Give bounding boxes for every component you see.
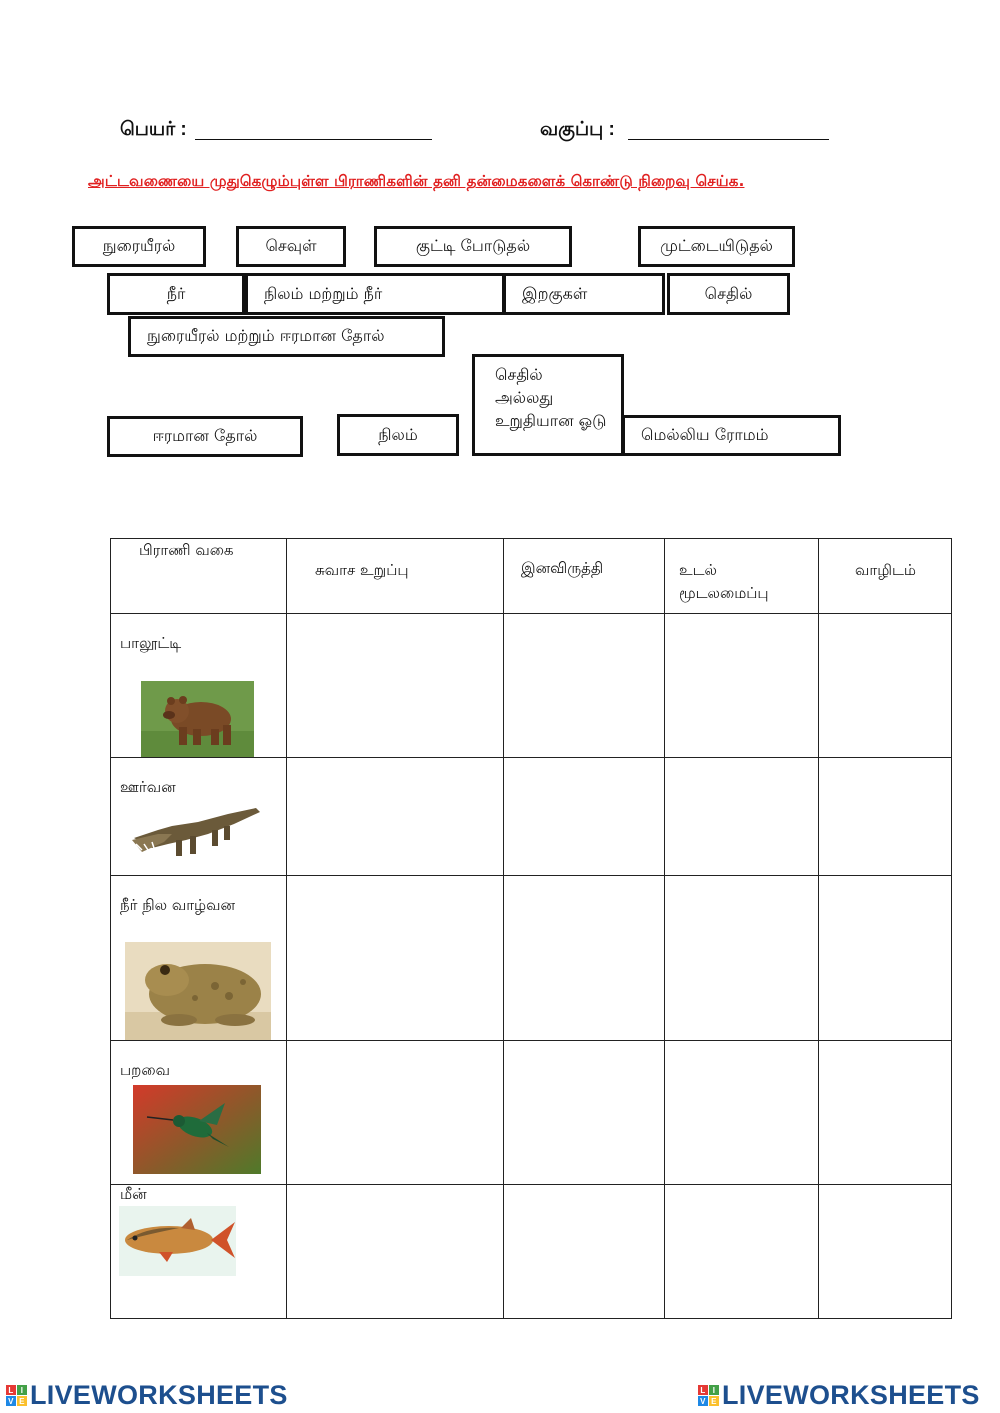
header-habitat: வாழிடம்: [819, 539, 952, 614]
drop-cell[interactable]: [819, 876, 952, 1041]
drop-cell[interactable]: [819, 1041, 952, 1185]
word-egg-laying[interactable]: முட்டையிடுதல்: [638, 226, 795, 267]
instruction-text: அட்டவணையை முதுகெழும்புள்ள பிராணிகளின் தனி தன்மைகளைக் கொண்டு நிறைவு செய்க.: [88, 172, 745, 190]
drop-cell[interactable]: [504, 1041, 665, 1185]
brand-logo-left: L I V E LIVEWORKSHEETS: [6, 1380, 288, 1411]
class-field[interactable]: [628, 139, 829, 140]
row-label-mammal: பாலூட்டி: [111, 614, 287, 758]
drop-cell[interactable]: [287, 1041, 504, 1185]
drop-cell[interactable]: [819, 614, 952, 758]
live-logo-icon: L I V E: [6, 1385, 27, 1406]
drop-cell[interactable]: [504, 758, 665, 876]
hummingbird-image: [133, 1085, 261, 1174]
drop-cell[interactable]: [504, 614, 665, 758]
header-reproduction: இனவிருத்தி: [504, 539, 665, 614]
row-label-reptile: ஊர்வன: [111, 758, 287, 876]
word-lungs-and-moist-skin[interactable]: நுரையீரல் மற்றும் ஈரமான தோல்: [128, 316, 445, 357]
fish-image: [119, 1206, 236, 1276]
word-moist-skin[interactable]: ஈரமான தோல்: [107, 416, 303, 457]
header-respiratory-organ: சுவாச உறுப்பு: [287, 539, 504, 614]
word-fine-hair[interactable]: மெல்லிய ரோமம்: [622, 415, 841, 456]
drop-cell[interactable]: [819, 758, 952, 876]
drop-cell[interactable]: [819, 1185, 952, 1319]
drop-cell[interactable]: [665, 614, 819, 758]
brand-logo-right: L I V E LIVEWORKSHEETS: [698, 1380, 980, 1411]
drop-cell[interactable]: [287, 876, 504, 1041]
table-row: [111, 1185, 952, 1319]
name-label: பெயர் :: [120, 119, 187, 140]
row-label-amphibian: நீர் நில வாழ்வன: [111, 876, 287, 1041]
word-feathers[interactable]: இறகுகள்: [503, 273, 665, 315]
drop-cell[interactable]: [504, 1185, 665, 1319]
name-field[interactable]: [195, 139, 432, 140]
drop-cell[interactable]: [665, 758, 819, 876]
word-gills[interactable]: செவுள்: [236, 226, 346, 267]
word-lungs[interactable]: நுரையீரல்: [72, 226, 206, 267]
drop-cell[interactable]: [287, 758, 504, 876]
drop-cell[interactable]: [665, 1041, 819, 1185]
bear-image: [141, 681, 254, 757]
live-logo-icon: L I V E: [698, 1385, 719, 1406]
word-land-and-water[interactable]: நிலம் மற்றும் நீர்: [245, 273, 505, 315]
class-label: வகுப்பு :: [540, 119, 615, 140]
hard-shell-line: உறுதியான ஓடு: [495, 411, 607, 430]
row-label-bird: பறவை: [111, 1041, 287, 1185]
or-line: அல்லது: [495, 388, 554, 407]
drop-cell[interactable]: [504, 876, 665, 1041]
word-water[interactable]: நீர்: [107, 273, 245, 315]
scales-line: செதில்: [495, 365, 543, 384]
word-live-birth[interactable]: குட்டி போடுதல்: [374, 226, 572, 267]
word-scales-or-shell[interactable]: [472, 354, 624, 456]
drop-cell[interactable]: [287, 1185, 504, 1319]
classification-table: [110, 538, 952, 1319]
header-animal-type: பிராணி வகை: [111, 539, 287, 614]
toad-image: [125, 942, 271, 1040]
drop-cell[interactable]: [665, 876, 819, 1041]
header-body-covering: உடல் மூடலமைப்பு: [665, 539, 819, 614]
drop-cell[interactable]: [287, 614, 504, 758]
crocodile-image: [128, 800, 264, 870]
word-land[interactable]: நிலம்: [337, 414, 459, 456]
word-scales[interactable]: செதில்: [667, 273, 790, 315]
row-label-fish: மீன்: [111, 1185, 287, 1319]
drop-cell[interactable]: [665, 1185, 819, 1319]
